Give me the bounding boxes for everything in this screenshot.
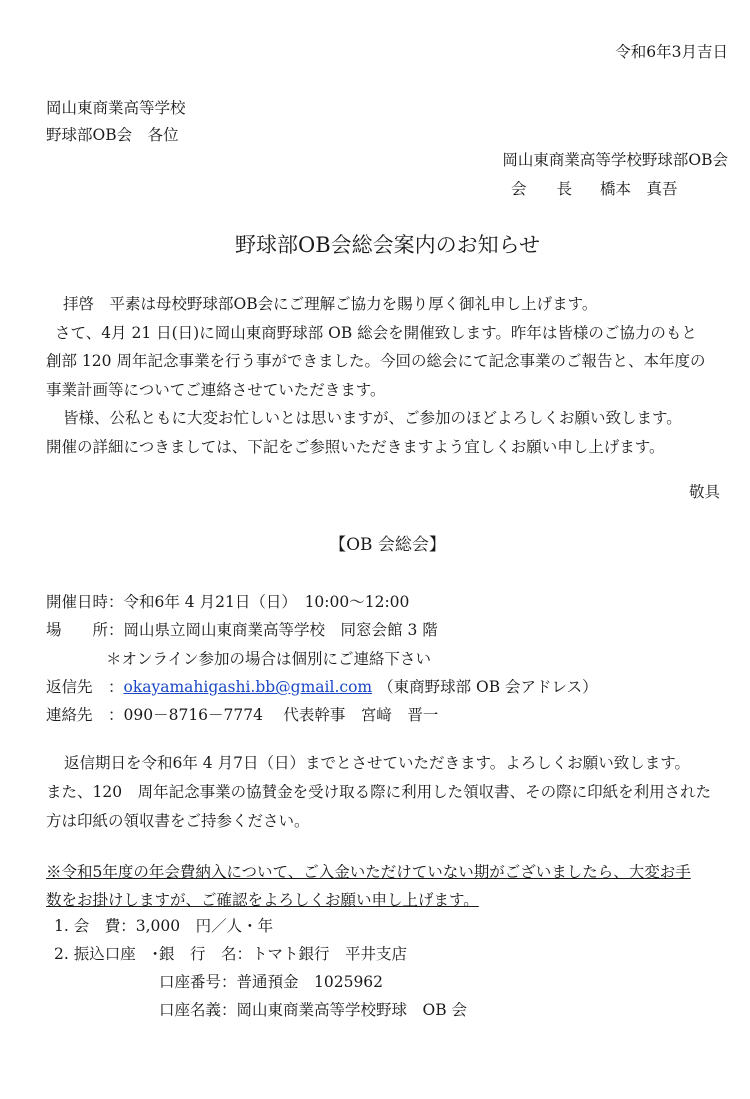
venue-label: 場 所： [46, 621, 124, 640]
section-title: 【OB 会総会】 [329, 535, 446, 555]
body-paragraph-line: 創部 120 周年記念事業を行う事ができました。今回の総会にて記念事業のご報告と、本年度の [46, 352, 706, 370]
detail-venue [46, 616, 598, 644]
document-date: 令和6年3月吉日 [615, 43, 728, 61]
body-paragraph-line: さて、4月 21 日(日)に岡山東商野球部 OB 総会を開催致します。昨年は皆様のご協力のもと [55, 323, 697, 342]
body-paragraph-greeting: 拝啓 平素は母校野球部OB会にご理解ご協力を賜り厚く御礼申し上げます。 [63, 295, 598, 313]
sender-title-char-2: 長 [556, 180, 573, 198]
venue-value: 岡山県立岡山東商業高等学校 同窓会館 3 階 [123, 621, 438, 640]
detail-datetime [46, 588, 598, 616]
recipient-group: 野球部OB会 各位 [46, 126, 179, 144]
fee-item-bank: 2. 振込口座 ･銀 行 名：トマト銀行 平井支店 [54, 945, 407, 963]
fee-item-membership: 1. 会 費：3,000 円／人・年 [54, 917, 274, 935]
online-note: ＊オンライン参加の場合は個別にご連絡下さい [106, 649, 432, 668]
detail-reply [46, 673, 598, 701]
datetime-value: 令和6年 4 月21日（日） 10:00～12:00 [123, 593, 410, 611]
closing-phrase: 敬具 [688, 483, 720, 501]
reply-section [46, 749, 711, 836]
event-details [46, 588, 598, 729]
datetime-label: 開催日時： [46, 593, 124, 611]
reply-label: 返信先 ： [46, 677, 124, 696]
sender-signature [511, 180, 678, 199]
fee-account-name: 口座名義：岡山東商業高等学校野球 OB 会 [159, 1001, 468, 1019]
fee-list [54, 912, 467, 1024]
contact-label: 連絡先 ： [46, 706, 124, 725]
fee-notice-line: 数をお掛けしますが、ご確認をよろしくお願い申し上げます。 [46, 891, 479, 909]
reply-line: 方は印紙の領収書をご持参ください。 [46, 812, 310, 830]
reply-email-link[interactable]: okayamahigashi.bb@gmail.com [123, 677, 373, 696]
contact-value: 090－8716－7774 代表幹事 宮﨑 晋一 [123, 706, 439, 725]
sender-organization: 岡山東商業高等学校野球部OB会 [502, 151, 728, 169]
body-paragraph-line: 開催の詳細につきましては、下記をご参照いただきますよう宜しくお願い申し上げます。 [46, 437, 665, 456]
body-paragraph-line: 事業計画等についてご連絡させていただきます。 [46, 380, 386, 399]
reply-line: また、120 周年記念事業の協賛金を受け取る際に利用した領収書、その際に印紙を利用された [46, 783, 712, 801]
detail-contact [46, 701, 598, 729]
recipient-school: 岡山東商業高等学校 [46, 99, 186, 117]
reply-line: 返信期日を令和6年 4 月7日（日）までとさせていただきます。よろしくお願い致します。 [64, 754, 690, 772]
reply-email-note: （東商野球部 OB 会アドレス） [378, 677, 598, 696]
sender-name: 橋本 真吾 [600, 180, 678, 198]
fee-account-number: 口座番号：普通預金 1025962 [159, 973, 384, 991]
body-paragraph-line: 皆様、公私ともに大変お忙しいとは思いますが、ご参加のほどよろしくお願い致します。 [63, 409, 682, 427]
fee-notice-line: ※令和5年度の年会費納入について、ご入金いただけていない期がございましたら、大変お手 [46, 863, 691, 881]
fee-notice [46, 858, 691, 914]
letter-body [46, 290, 736, 461]
sender-title-char-1: 会 [511, 180, 527, 198]
page-title: 野球部OB会総会案内のお知らせ [234, 233, 541, 257]
